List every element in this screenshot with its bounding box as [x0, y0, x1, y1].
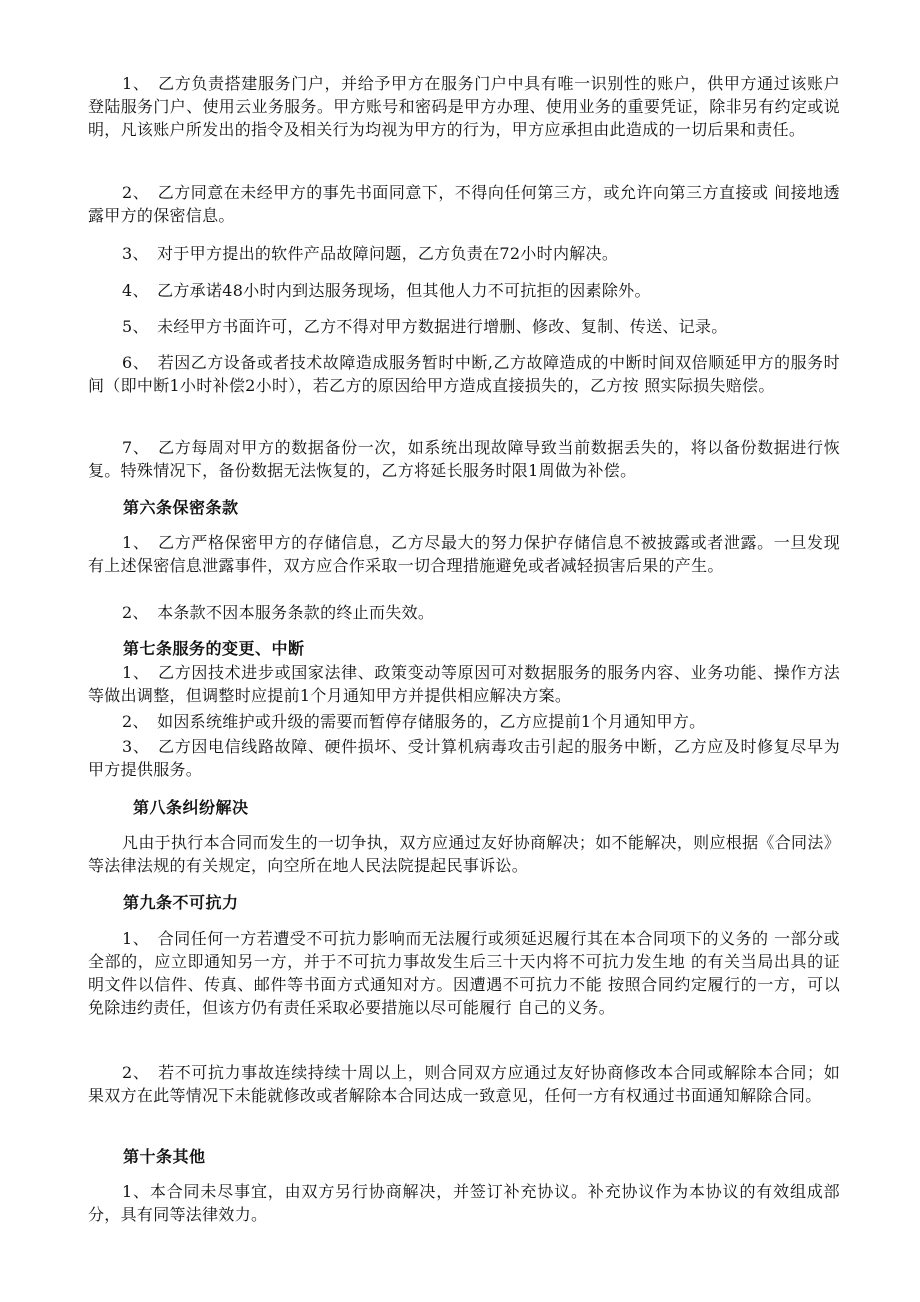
clause6-heading: 第六条保密条款: [123, 498, 239, 517]
clause5-item-5: 5、 未经甲方书面许可，乙方不得对甲方数据进行增删、修改、复制、传送、记录。: [122, 317, 728, 336]
clause7-heading: 第七条服务的变更、中断: [123, 639, 305, 658]
clause8-item-1: 凡由于执行本合同而发生的一切争执，双方应通过友好协商解决；如不能解决，则应根据《合同法》等法律法规的有关规定，向空所在地人民法院提起民事诉讼。: [88, 833, 840, 875]
clause5-item-1: 1、 乙方负责搭建服务门户，并给予甲方在服务门户中具有唯一识别性的账户，供甲方通过该账户登陆服务门户、使用云业务服务。甲方账号和密码是甲方办理、使用业务的重要凭证，除非另有约定或说明，凡该账户所发出的指令及相关行为均视为甲方的行为，甲方应承担由此造成的一切后果和责任。: [88, 74, 840, 139]
clause5-item-4: 4、 乙方承诺48小时内到达服务现场，但其他人力不可抗拒的因素除外。: [122, 281, 651, 300]
clause9-heading: 第九条不可抗力: [123, 893, 239, 912]
clause9-item-1: 1、 合同任何一方若遭受不可抗力影响而无法履行或须延迟履行其在本合同项下的义务的 一部分或全部的，应立即通知另一方，并于不可抗力事故发生后三十天内将不可抗力发生地 的有关当局出具的证明文件以信件、传真、邮件等书面方式通知对方。因遭遇不可抗力不能 按照合同约定履行的一方，可以免除违约责任，但该方仍有责任采取必要措施以尽可能履行 自己的义务。: [88, 929, 840, 1017]
clause10-heading: 第十条其他: [123, 1147, 206, 1166]
clause5-item-3: 3、 对于甲方提出的软件产品故障问题，乙方负责在72小时内解决。: [122, 244, 619, 263]
clause7-item-1: 1、 乙方因技术进步或国家法律、政策变动等原因可对数据服务的服务内容、业务功能、操作方法等做出调整，但调整时应提前1个月通知甲方并提供相应解决方案。: [88, 663, 840, 705]
clause9-item-2: 2、 若不可抗力事故连续持续十周以上，则合同双方应通过友好协商修改本合同或解除本合同；如果双方在此等情况下未能就修改或者解除本合同达成一致意见，任何一方有权通过书面通知解除合同。: [88, 1063, 840, 1105]
clause10-item-1: 1、本合同未尽事宜，由双方另行协商解决，并签订补充协议。补充协议作为本协议的有效组成部分，具有同等法律效力。: [88, 1182, 840, 1224]
clause7-item-3: 3、 乙方因电信线路故障、硬件损坏、受计算机病毒攻击引起的服务中断，乙方应及时修复尽早为甲方提供服务。: [88, 737, 840, 779]
clause5-item-6: 6、 若因乙方设备或者技术故障造成服务暂时中断,乙方故障造成的中断时间双倍顺延甲方的服务时间（即中断1小时补偿2小时），若乙方的原因给甲方造成直接损失的，乙方按 照实际损失赔偿。: [88, 353, 840, 395]
clause5-item-7: 7、 乙方每周对甲方的数据备份一次，如系统出现故障导致当前数据丢失的，将以备份数据进行恢复。特殊情况下，备份数据无法恢复的，乙方将延长服务时限1周做为补偿。: [88, 438, 840, 480]
clause5-item-2: 2、 乙方同意在未经甲方的事先书面同意下，不得向任何第三方，或允许向第三方直接或 间接地透露甲方的保密信息。: [88, 183, 840, 225]
clause6-item-2: 2、 本条款不因本服务条款的终止而失效。: [122, 603, 435, 622]
clause7-item-2: 2、 如因系统维护或升级的需要而暂停存储服务的，乙方应提前1个月通知甲方。: [122, 712, 706, 731]
clause8-heading: 第八条纠纷解决: [133, 798, 249, 817]
clause6-item-1: 1、 乙方严格保密甲方的存储信息，乙方尽最大的努力保护存储信息不被披露或者泄露。一旦发现有上述保密信息泄露事件，双方应合作采取一切合理措施避免或者减轻损害后果的产生。: [88, 533, 840, 575]
